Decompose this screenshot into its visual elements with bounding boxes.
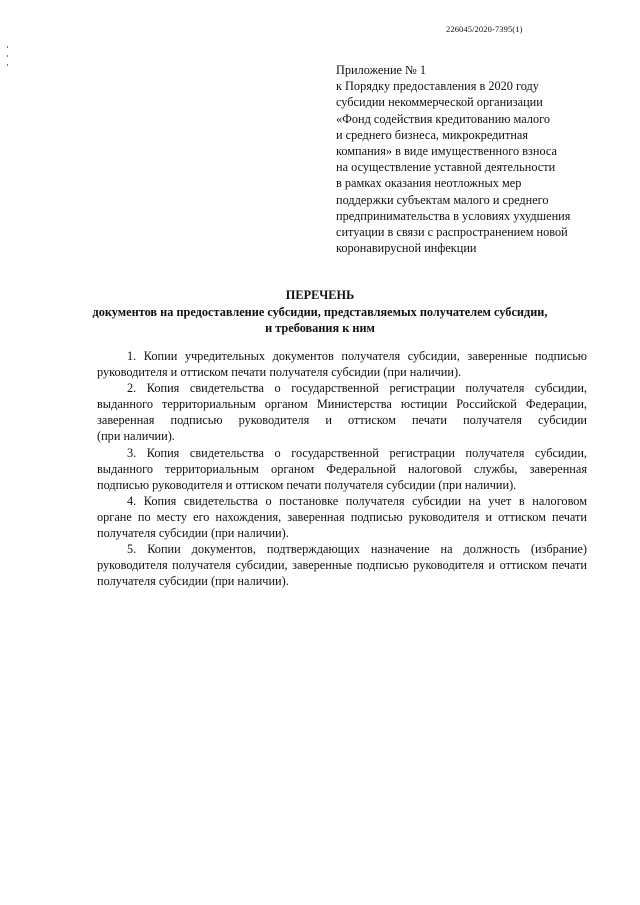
heading-title: ПЕРЕЧЕНЬ: [285, 288, 355, 302]
appendix-block: [336, 62, 626, 256]
appendix-line: компания» в виде имущественного взноса: [336, 144, 557, 159]
appendix-line: и среднего бизнеса, микрокредитная: [336, 127, 529, 142]
list-item-line: выданного территориальным органом Федеральной налоговой службы, заверенная: [97, 461, 587, 476]
list-item-line: (при наличии).: [97, 429, 175, 444]
appendix-line: поддержки субъектам малого и среднего: [336, 192, 549, 207]
appendix-line: в рамках оказания неотложных мер: [336, 176, 522, 191]
list-item-line: получателя субсидии (при наличии).: [97, 526, 289, 541]
margin-mark: [7, 46, 8, 48]
document-id: 226045/2020-7395(1): [446, 24, 523, 34]
list-item-line: 1. Копии учредительных документов получателя субсидии, заверенные подписью: [127, 349, 587, 363]
list-item-line: руководителя и оттиском печати получателя субсидии (при наличии).: [97, 365, 462, 380]
list-item: [97, 380, 587, 444]
document-heading: [0, 287, 640, 337]
list-item-line: получателя субсидии (при наличии).: [97, 574, 289, 589]
list-item-line: выданного территориальным органом Министерства юстиции Российской Федерации,: [97, 397, 587, 412]
list-item: [97, 348, 587, 380]
appendix-line: коронавирусной инфекции: [336, 241, 477, 256]
appendix-line: к Порядку предоставления в 2020 году: [336, 79, 539, 94]
appendix-line: на осуществление уставной деятельности: [336, 160, 556, 175]
list-item-line: 4. Копия свидетельства о постановке получателя субсидии на учет в налоговом: [127, 493, 587, 508]
list-item-line: руководителя получателя субсидии, заверенные подписью руководителя и оттиском печати: [97, 558, 587, 573]
document-list: [97, 348, 587, 589]
list-item-line: 3. Копия свидетельства о государственной регистрации получателя субсидии,: [127, 445, 587, 460]
list-item-line: 5. Копии документов, подтверждающих назначение на должность (избрание): [127, 542, 587, 557]
appendix-line: субсидии некоммерческой организации: [336, 95, 543, 110]
list-item: [97, 541, 587, 589]
appendix-line: «Фонд содействия кредитованию малого: [336, 111, 550, 126]
heading-subtitle-line: документов на предоставление субсидии, представляемых получателем субсидии,: [92, 304, 548, 319]
margin-marks: [7, 46, 10, 73]
list-item-line: подписью руководителя и оттиском печати получателя субсидии (при наличии).: [97, 477, 517, 492]
list-item: [97, 493, 587, 541]
margin-mark: [7, 55, 8, 57]
heading-subtitle-line: и требования к ним: [265, 321, 375, 335]
list-item-line: органе по месту его нахождения, заверенная подписью руководителя и оттиском печати: [97, 509, 587, 524]
list-item-line: заверенная подписью руководителя и оттиском печати получателя субсидии: [97, 413, 587, 428]
appendix-line: Приложение № 1: [336, 63, 427, 77]
margin-mark: [7, 64, 8, 66]
list-item-line: 2. Копия свидетельства о государственной регистрации получателя субсидии,: [127, 381, 587, 396]
appendix-line: ситуации в связи с распространением новой: [336, 225, 568, 240]
appendix-line: предпринимательства в условиях ухудшения: [336, 208, 571, 223]
list-item: [97, 445, 587, 493]
